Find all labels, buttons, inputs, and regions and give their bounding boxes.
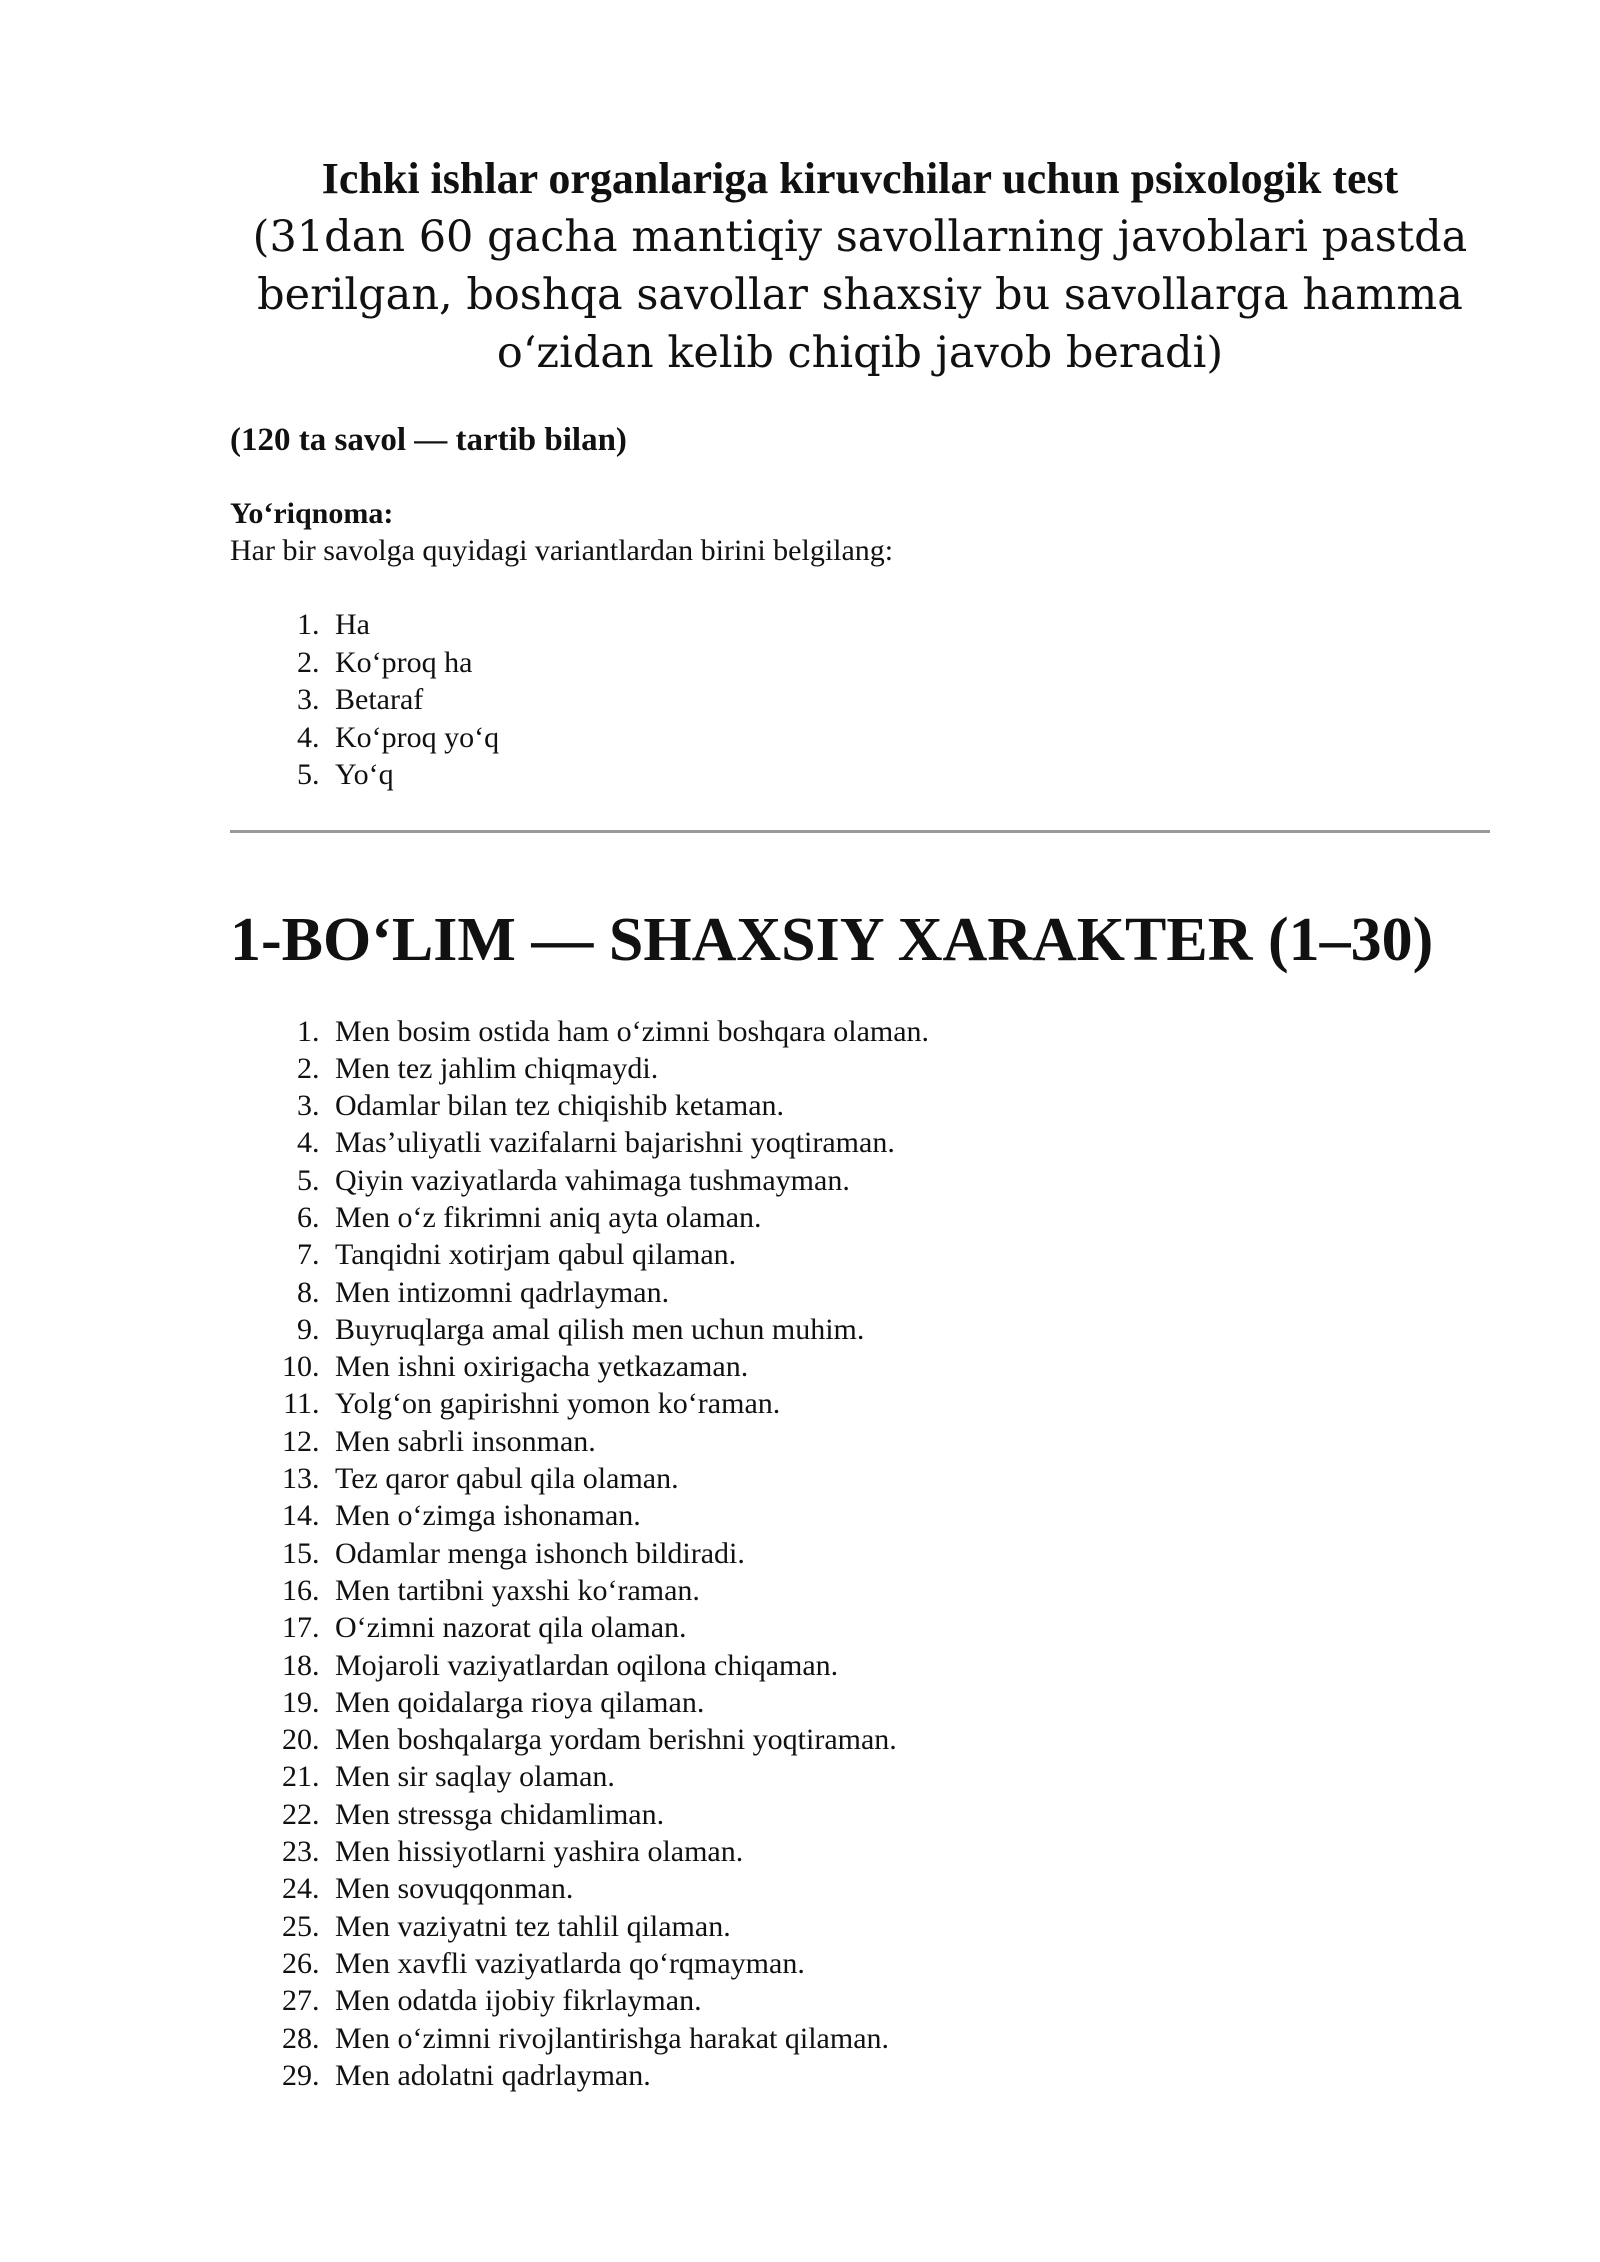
question-item: 28. Men o‘zimni rivojlantirishga harakat qilaman. xyxy=(327,2020,1490,2057)
question-item: 19. Men qoidalarga rioya qilaman. xyxy=(327,1684,1490,1721)
question-item: 24. Men sovuqqonman. xyxy=(327,1870,1490,1907)
question-item: 29. Men adolatni qadrlayman. xyxy=(327,2057,1490,2094)
question-item: 27. Men odatda ijobiy fikrlayman. xyxy=(327,1982,1490,2019)
question-item: 5. Qiyin vaziyatlarda vahimaga tushmayman. xyxy=(327,1162,1490,1199)
answer-option: 2. Ko‘proq ha xyxy=(327,644,1490,682)
questions-list xyxy=(230,1013,1490,2095)
question-item: 21. Men sir saqlay olaman. xyxy=(327,1758,1490,1795)
question-item: 20. Men boshqalarga yordam berishni yoqtiraman. xyxy=(327,1721,1490,1758)
guide-heading: Yo‘riqnoma: xyxy=(230,497,394,530)
answer-option: 5. Yo‘q xyxy=(327,756,1490,794)
question-item: 15. Odamlar menga ishonch bildiradi. xyxy=(327,1535,1490,1572)
question-item: 14. Men o‘zimga ishonaman. xyxy=(327,1497,1490,1534)
question-item: 6. Men o‘z fikrimni aniq ayta olaman. xyxy=(327,1199,1490,1236)
document-title: Ichki ishlar organlariga kiruvchilar uchun psixologik test xyxy=(321,154,1399,203)
question-item: 12. Men sabrli insonman. xyxy=(327,1423,1490,1460)
title-block xyxy=(230,150,1490,382)
question-item: 2. Men tez jahlim chiqmaydi. xyxy=(327,1050,1490,1087)
document-page xyxy=(230,150,1490,2094)
answer-option: 3. Betaraf xyxy=(327,681,1490,719)
question-count-note: (120 ta savol — tartib bilan) xyxy=(230,422,627,458)
question-item: 11. Yolg‘on gapirishni yomon ko‘raman. xyxy=(327,1385,1490,1422)
question-item: 26. Men xavfli vaziyatlarda qo‘rqmayman. xyxy=(327,1945,1490,1982)
question-item: 9. Buyruqlarga amal qilish men uchun muhim. xyxy=(327,1311,1490,1348)
answer-options-list xyxy=(230,606,1490,794)
question-item: 8. Men intizomni qadrlayman. xyxy=(327,1274,1490,1311)
question-item: 23. Men hissiyotlarni yashira olaman. xyxy=(327,1833,1490,1870)
document-subtitle: (31dan 60 gacha mantiqiy savollarning javoblari pastda berilgan, boshqa savollar shaxsiy bu savollarga hamma o‘zidan kelib chiqib javob beradi) xyxy=(252,212,1468,378)
horizontal-divider xyxy=(230,830,1490,833)
question-item: 18. Mojaroli vaziyatlardan oqilona chiqaman. xyxy=(327,1647,1490,1684)
answer-option: 1. Ha xyxy=(327,606,1490,644)
question-item: 25. Men vaziyatni tez tahlil qilaman. xyxy=(327,1908,1490,1945)
question-item: 13. Tez qaror qabul qila olaman. xyxy=(327,1460,1490,1497)
question-item: 22. Men stressga chidamliman. xyxy=(327,1796,1490,1833)
question-item: 17. O‘zimni nazorat qila olaman. xyxy=(327,1609,1490,1646)
question-item: 4. Mas’uliyatli vazifalarni bajarishni yoqtiraman. xyxy=(327,1124,1490,1161)
question-item: 10. Men ishni oxirigacha yetkazaman. xyxy=(327,1348,1490,1385)
question-item: 7. Tanqidni xotirjam qabul qilaman. xyxy=(327,1236,1490,1273)
question-item: 16. Men tartibni yaxshi ko‘raman. xyxy=(327,1572,1490,1609)
guide-text: Har bir savolga quyidagi variantlardan birini belgilang: xyxy=(230,534,894,567)
question-item: 1. Men bosim ostida ham o‘zimni boshqara olaman. xyxy=(327,1013,1490,1050)
answer-option: 4. Ko‘proq yo‘q xyxy=(327,719,1490,757)
question-item: 3. Odamlar bilan tez chiqishib ketaman. xyxy=(327,1087,1490,1124)
section-title: 1-BO‘LIM — SHAXSIY XARAKTER (1–30) xyxy=(230,905,1434,974)
